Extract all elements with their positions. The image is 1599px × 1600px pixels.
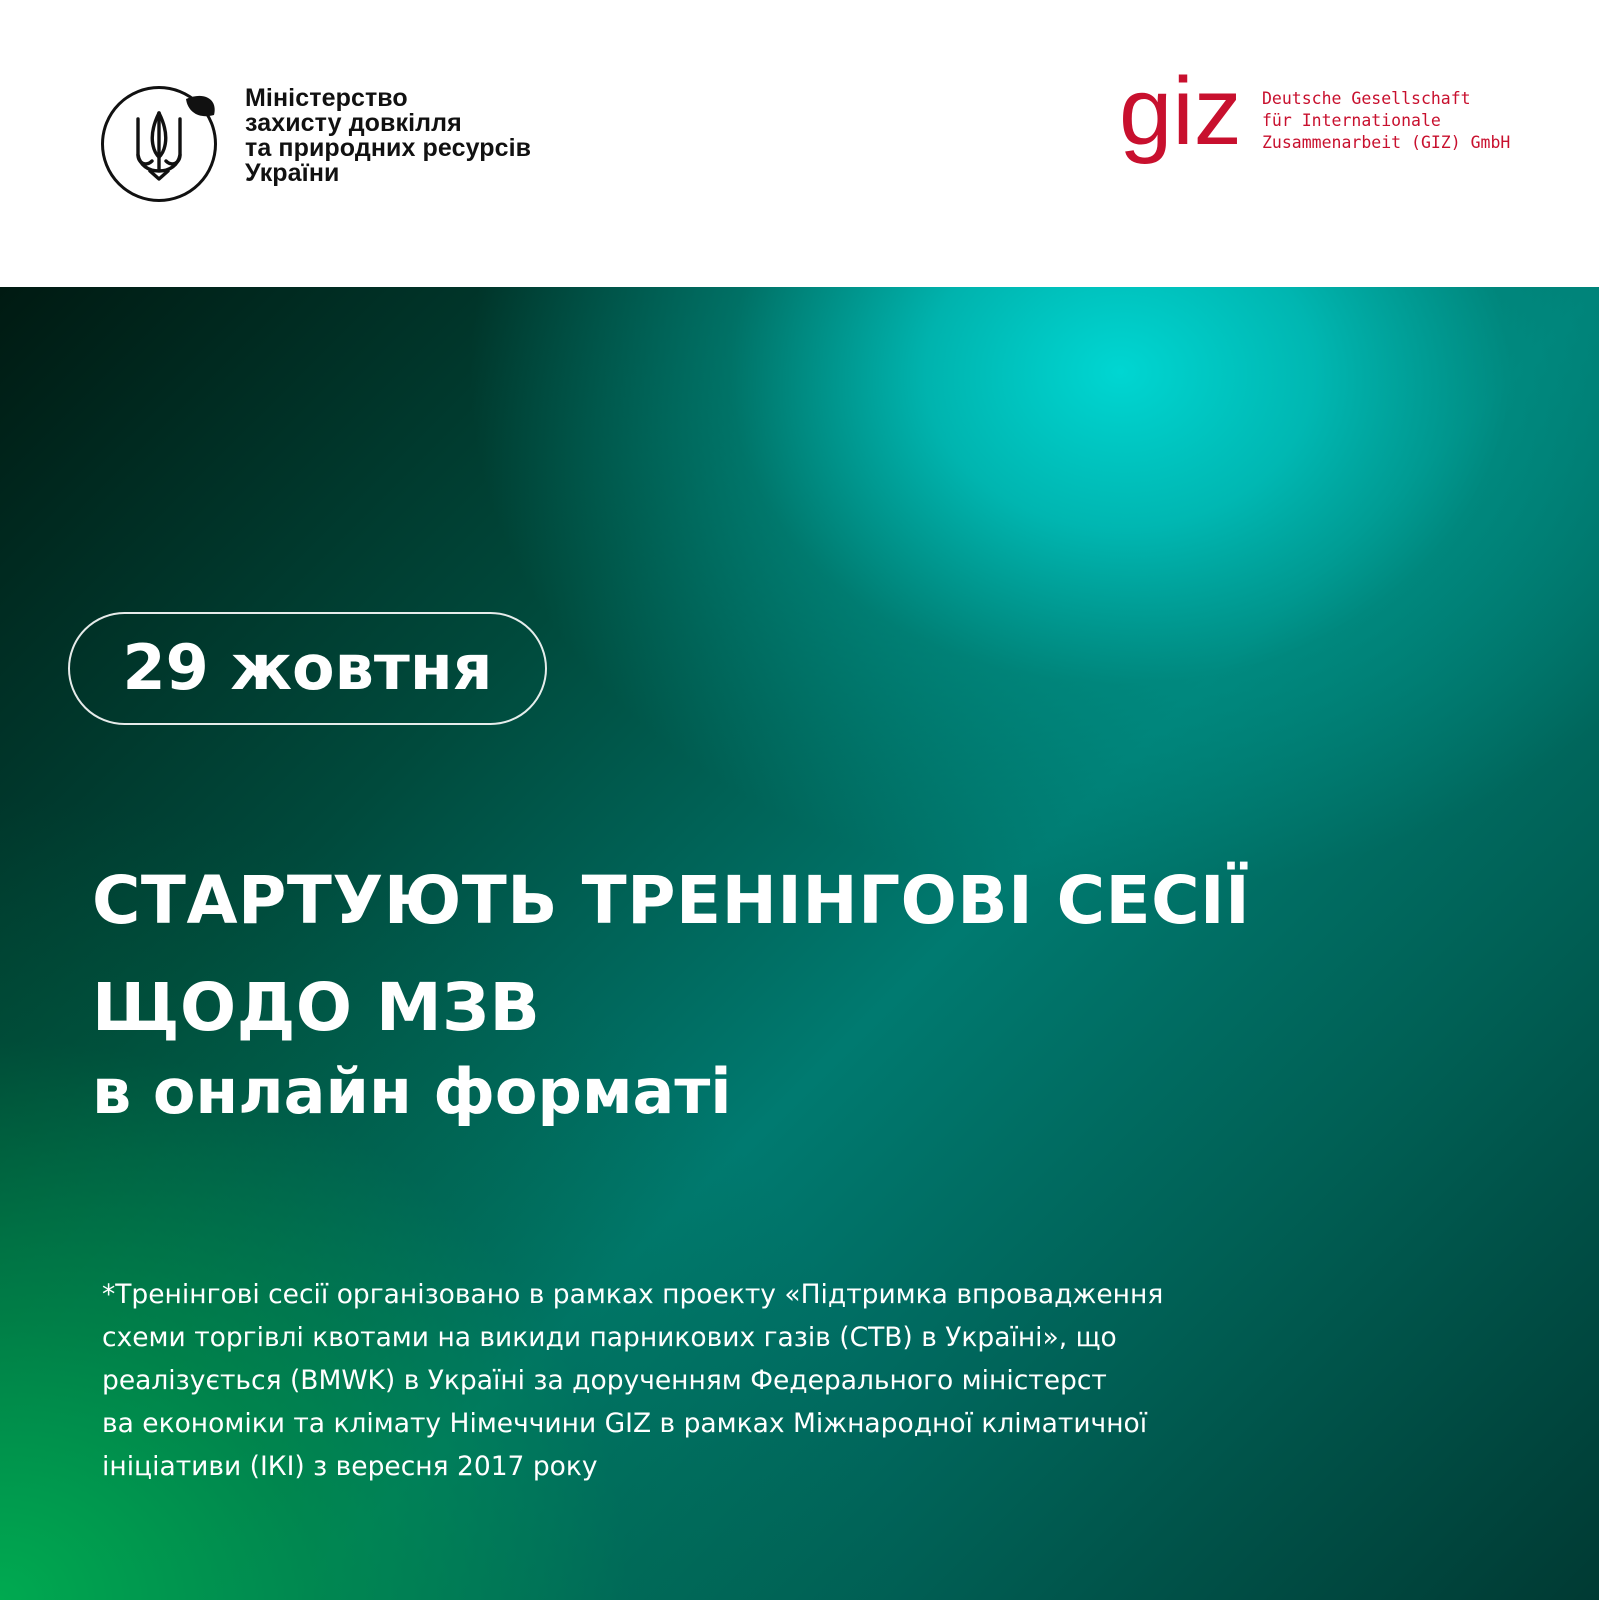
ministry-logo-trident-icon [100,85,218,203]
headline-line: СТАРТУЮТЬ ТРЕНІНГОВІ СЕСІЇ [92,862,1251,939]
footnote-line: ва економіки та клімату Німеччини GIZ в рамках Міжнародної кліматичної [102,1408,1148,1439]
ministry-name-line: захисту довкілля [245,109,462,137]
ministry-name-line: Міністерство [245,84,408,112]
hero-banner [0,287,1599,1600]
footnote-line: ініціативи (ІКІ) з вересня 2017 року [102,1451,598,1482]
giz-logo [1117,60,1247,180]
footnote-line: реалізується (BMWK) в Україні за дорученням Федерального міністерст [102,1365,1107,1396]
giz-name-line: Deutsche Gesellschaft [1262,89,1471,108]
header [0,0,1599,287]
giz-logo-text: giz [1119,60,1242,165]
headline [92,847,1250,1061]
date-text: 29 жовтня [122,631,493,704]
giz-name-line: Zusammenarbeit (GIZ) GmbH [1262,133,1511,152]
footnote [102,1273,1163,1488]
ministry-name-line: України [245,159,340,187]
headline-line: ЩОДО МЗВ [92,969,541,1046]
subheadline: в онлайн форматі [92,1055,732,1128]
giz-name-line: für Internationale [1262,111,1441,130]
ministry-name-line: та природних ресурсів [245,134,532,162]
footnote-line: *Тренінгові сесії організовано в рамках проекту «Підтримка впровадження [102,1279,1164,1310]
giz-name [1262,88,1510,154]
ministry-name [245,86,531,186]
footnote-line: схеми торгівлі квотами на викиди парникових газів (СТВ) в Україні», що [102,1322,1117,1353]
date-badge [68,612,547,725]
